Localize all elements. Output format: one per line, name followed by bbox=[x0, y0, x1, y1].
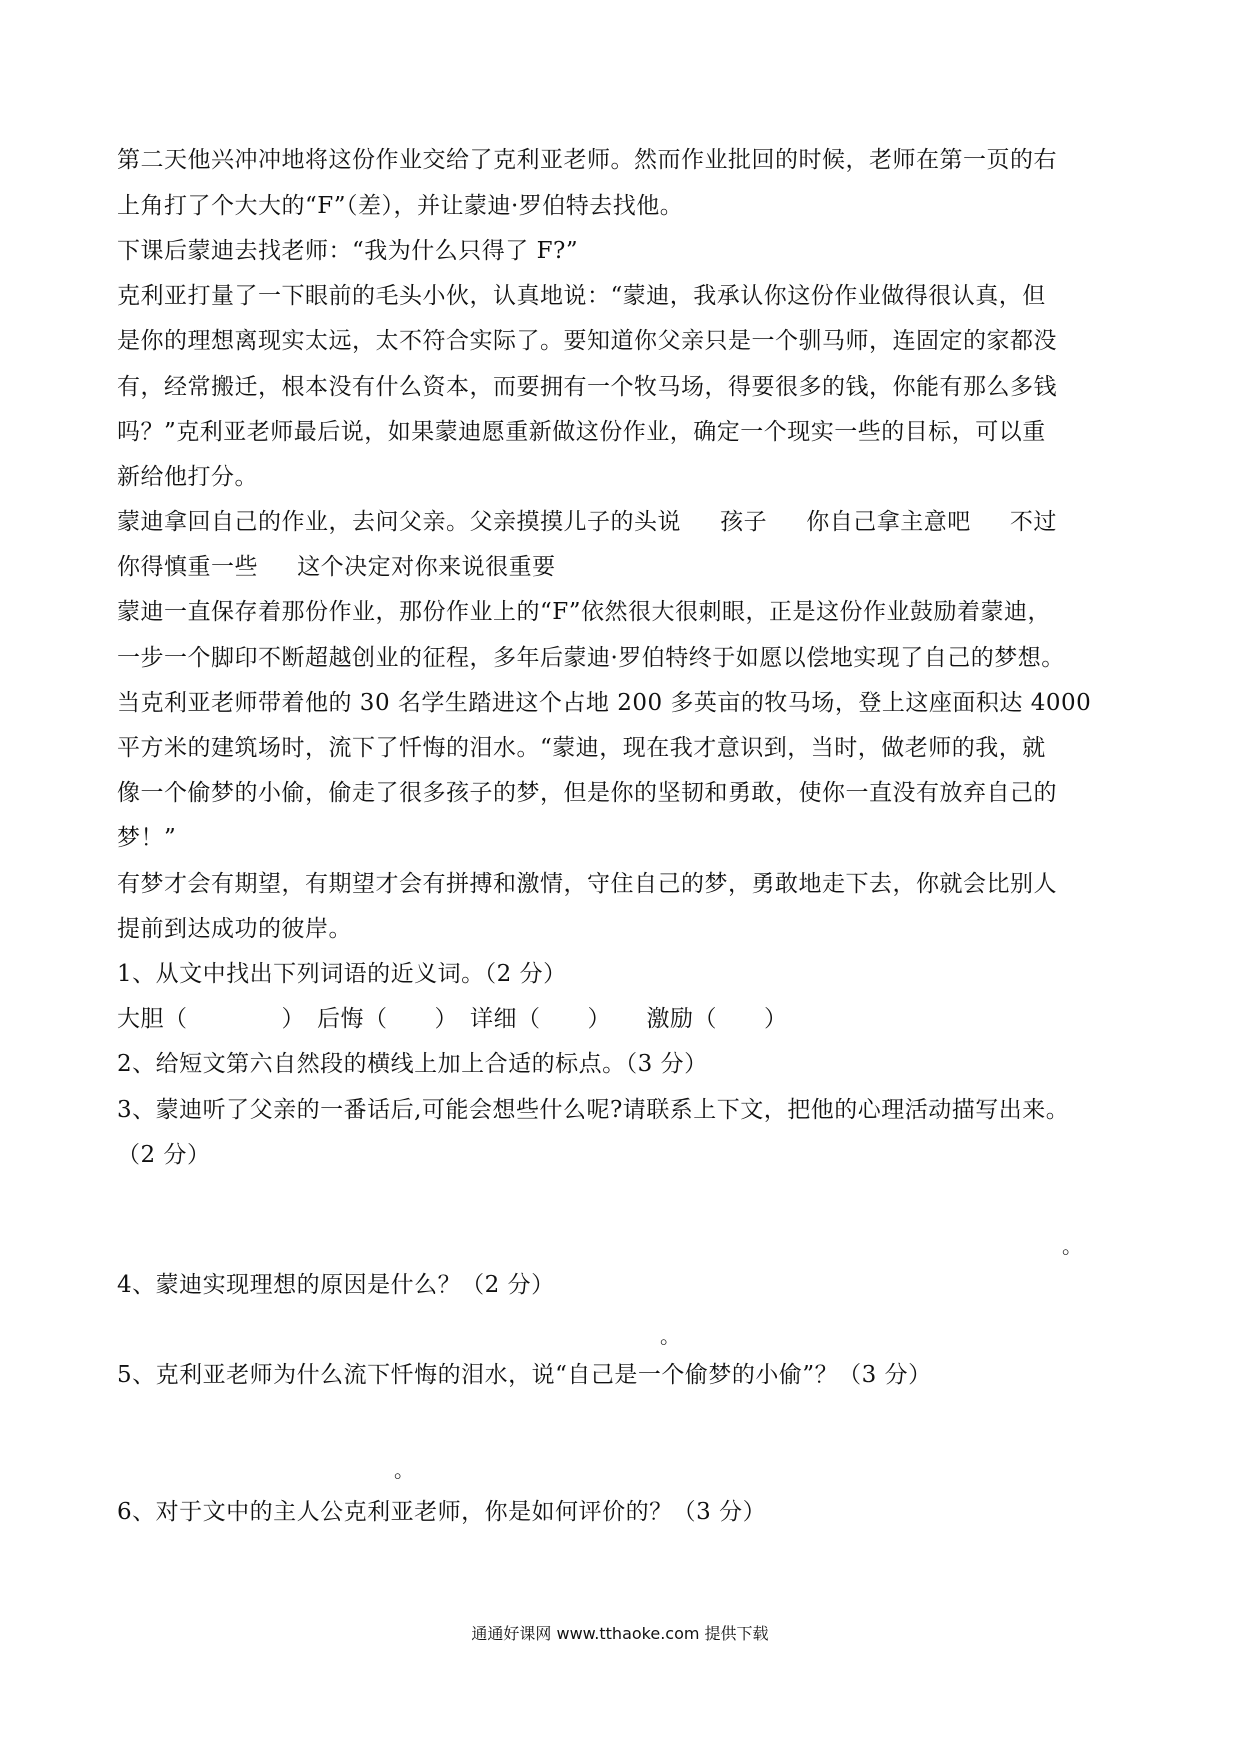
passage-line: 提前到达成功的彼岸。 bbox=[117, 916, 352, 942]
passage-line: 是你的理想离现实太远，太不符合实际了。要知道你父亲只是一个驯马师，连固定的家都没 bbox=[117, 328, 1057, 354]
passage-line: 下课后蒙迪去找老师：“我为什么只得了 F?” bbox=[117, 238, 579, 264]
passage-line: 第二天他兴冲冲地将这份作业交给了克利亚老师。然而作业批回的时候，老师在第一页的右 bbox=[117, 147, 1057, 173]
passage-line: 吗？”克利亚老师最后说，如果蒙迪愿重新做这份作业，确定一个现实一些的目标，可以重 bbox=[117, 419, 1046, 445]
passage-line: 梦！” bbox=[117, 825, 177, 851]
passage-line: 克利亚打量了一下眼前的毛头小伙，认真地说：“蒙迪，我承认你这份作业做得很认真，但 bbox=[117, 283, 1046, 309]
answer-line-end: 。 bbox=[660, 1324, 680, 1348]
question-3-score: （2 分） bbox=[117, 1142, 211, 1168]
page-footer: 通通好课网 www.tthaoke.com 提供下载 bbox=[471, 1624, 769, 1643]
passage-line: 蒙迪拿回自己的作业，去问父亲。父亲摸摸儿子的头说 孩子 你自己拿主意吧 不过 bbox=[117, 509, 1057, 535]
question-4: 4、蒙迪实现理想的原因是什么？（2 分） bbox=[117, 1272, 555, 1298]
passage-line: 一步一个脚印不断超越创业的征程，多年后蒙迪·罗伯特终于如愿以偿地实现了自己的梦想。 bbox=[117, 645, 1065, 671]
answer-line-end: 。 bbox=[1062, 1234, 1082, 1258]
question-5: 5、克利亚老师为什么流下忏悔的泪水，说“自己是一个偷梦的小偷”？（3 分） bbox=[117, 1362, 932, 1388]
passage-line: 蒙迪一直保存着那份作业，那份作业上的“F”依然很大很刺眼，正是这份作业鼓励着蒙迪， bbox=[117, 599, 1051, 625]
passage-line: 平方米的建筑场时，流下了忏悔的泪水。“蒙迪，现在我才意识到，当时，做老师的我，就 bbox=[117, 735, 1046, 761]
question-6: 6、对于文中的主人公克利亚老师，你是如何评价的？（3 分） bbox=[117, 1499, 767, 1525]
question-3: 3、蒙迪听了父亲的一番话后,可能会想些什么呢?请联系上下文，把他的心理活动描写出来。 bbox=[117, 1097, 1070, 1123]
question-2: 2、给短文第六自然段的横线上加上合适的标点。（3 分） bbox=[117, 1051, 708, 1077]
passage-line: 新给他打分。 bbox=[117, 464, 258, 490]
passage-line: 有，经常搬迁，根本没有什么资本，而要拥有一个牧马场，得要很多的钱，你能有那么多钱 bbox=[117, 374, 1057, 400]
passage-line: 有梦才会有期望，有期望才会有拼搏和激情，守住自己的梦，勇敢地走下去，你就会比别人 bbox=[117, 871, 1057, 897]
passage-line: 像一个偷梦的小偷，偷走了很多孩子的梦，但是你的坚韧和勇敢，使你一直没有放弃自己的 bbox=[117, 780, 1057, 806]
passage-line: 当克利亚老师带着他的 30 名学生踏进这个占地 200 多英亩的牧马场，登上这座面积达 4000 bbox=[117, 690, 1092, 716]
passage-line: 你得慎重一些 这个决定对你来说很重要 bbox=[117, 554, 556, 580]
question-1-words: 大胆（ ） 后悔（ ） 详细（ ） 激励（ ） bbox=[117, 1006, 788, 1032]
question-1: 1、从文中找出下列词语的近义词。（2 分） bbox=[117, 961, 567, 987]
passage-line: 上角打了个大大的“F”（差），并让蒙迪·罗伯特去找他。 bbox=[117, 193, 684, 219]
answer-line-end: 。 bbox=[394, 1458, 414, 1482]
